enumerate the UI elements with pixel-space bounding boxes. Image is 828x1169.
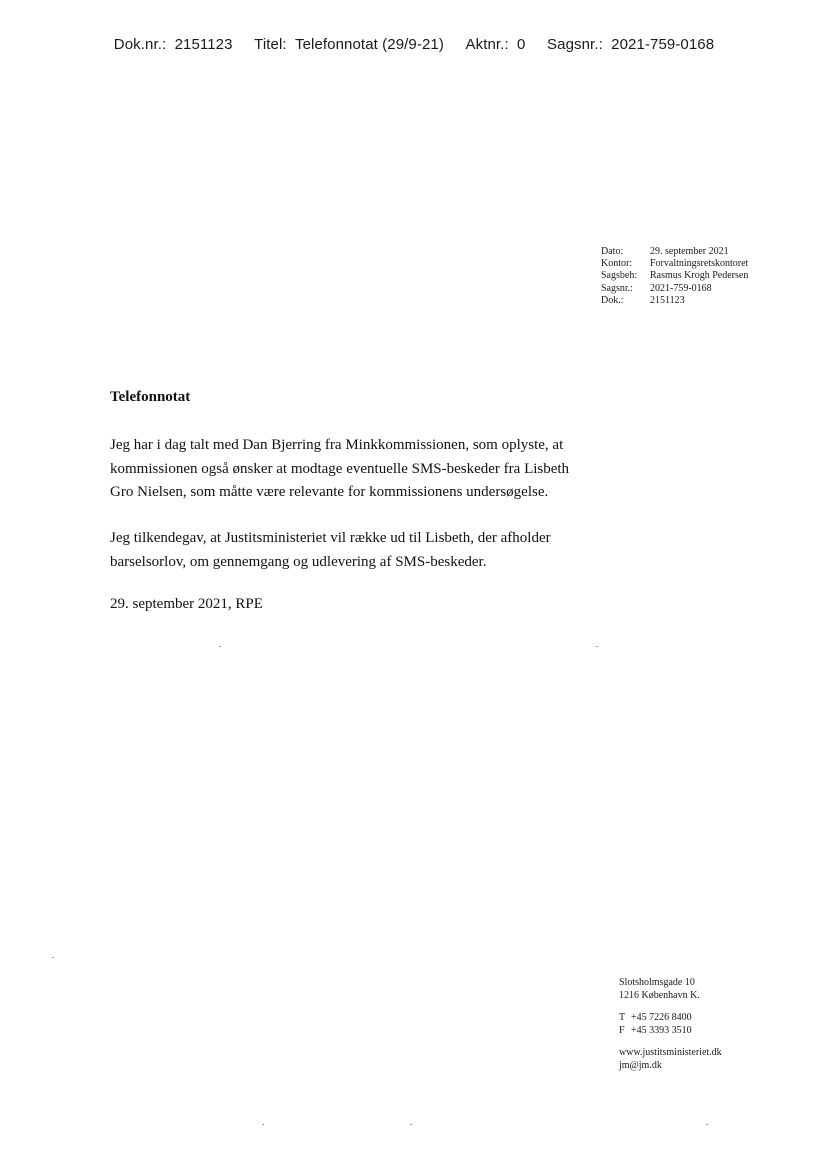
meta-row-document bbox=[601, 295, 748, 307]
scan-speck bbox=[52, 957, 54, 958]
aktnr-value: 0 bbox=[517, 36, 526, 53]
email-link[interactable]: jm@jm.dk bbox=[619, 1059, 662, 1071]
scan-speck bbox=[262, 1124, 264, 1125]
titel-label: Titel: bbox=[254, 36, 287, 53]
paragraph-2: Jeg tilkendegav, at Justitsministeriet vil række ud til Lisbeth, der afholder barselsorlov, om gennemgang og udlevering af SMS-beskeder. bbox=[110, 530, 551, 570]
meta-value: Forvaltningsretskontoret bbox=[650, 258, 749, 270]
meta-value: 29. september 2021 bbox=[650, 246, 729, 257]
fax-label: F bbox=[619, 1024, 625, 1036]
scan-speck bbox=[706, 1124, 708, 1125]
footer-phones bbox=[619, 1012, 722, 1037]
address-line-1: Slotsholmsgade 10 bbox=[619, 977, 695, 988]
website-link[interactable]: www.justitsministeriet.dk bbox=[619, 1047, 722, 1059]
meta-value: Rasmus Krogh Pedersen bbox=[650, 270, 749, 282]
metadata-block bbox=[601, 246, 748, 307]
titel-value: Telefonnotat (29/9-21) bbox=[294, 36, 444, 53]
meta-label: Sagsnr.: bbox=[601, 282, 633, 294]
meta-label: Dato: bbox=[601, 246, 624, 257]
document-header bbox=[0, 36, 828, 53]
meta-row-office bbox=[601, 258, 748, 270]
scan-speck bbox=[410, 1124, 412, 1125]
footer-contact bbox=[619, 977, 722, 1083]
document-title: Telefonnotat bbox=[110, 389, 191, 405]
footer-web bbox=[619, 1047, 722, 1072]
doknr-label: Dok.nr.: bbox=[113, 36, 167, 53]
meta-label: Sagsbeh: bbox=[601, 270, 638, 282]
fax-value: +45 3393 3510 bbox=[631, 1024, 692, 1036]
meta-row-date bbox=[601, 246, 748, 258]
meta-label: Dok.: bbox=[601, 294, 624, 306]
meta-row-caseworker bbox=[601, 270, 748, 282]
fax-row bbox=[619, 1025, 722, 1038]
sagsnr-label: Sagsnr.: bbox=[547, 36, 603, 53]
footer-address bbox=[619, 977, 722, 1002]
sagsnr-value: 2021-759-0168 bbox=[611, 36, 715, 53]
phone-label: T bbox=[619, 1012, 626, 1024]
phone-value: +45 7226 8400 bbox=[631, 1012, 692, 1024]
aktnr-label: Aktnr.: bbox=[465, 36, 509, 53]
doknr-value: 2151123 bbox=[174, 36, 233, 53]
meta-value: 2021-759-0168 bbox=[650, 282, 712, 294]
meta-label: Kontor: bbox=[601, 258, 633, 270]
meta-row-case-number bbox=[601, 283, 748, 295]
phone-row bbox=[619, 1012, 722, 1025]
meta-value: 2151123 bbox=[650, 294, 685, 306]
scan-speck bbox=[219, 646, 221, 647]
scan-speck bbox=[596, 646, 598, 647]
address-line-2: 1216 København K. bbox=[619, 989, 700, 1001]
signoff: 29. september 2021, RPE bbox=[110, 596, 263, 612]
paragraph-1: Jeg har i dag talt med Dan Bjerring fra Minkkommissionen, som oplyste, at kommissionen også ønsker at modtage eventuelle SMS-beskeder fra Lisbeth Gro Nielsen, som måtte være relevante for kommissionens undersøgelse. bbox=[110, 437, 570, 500]
